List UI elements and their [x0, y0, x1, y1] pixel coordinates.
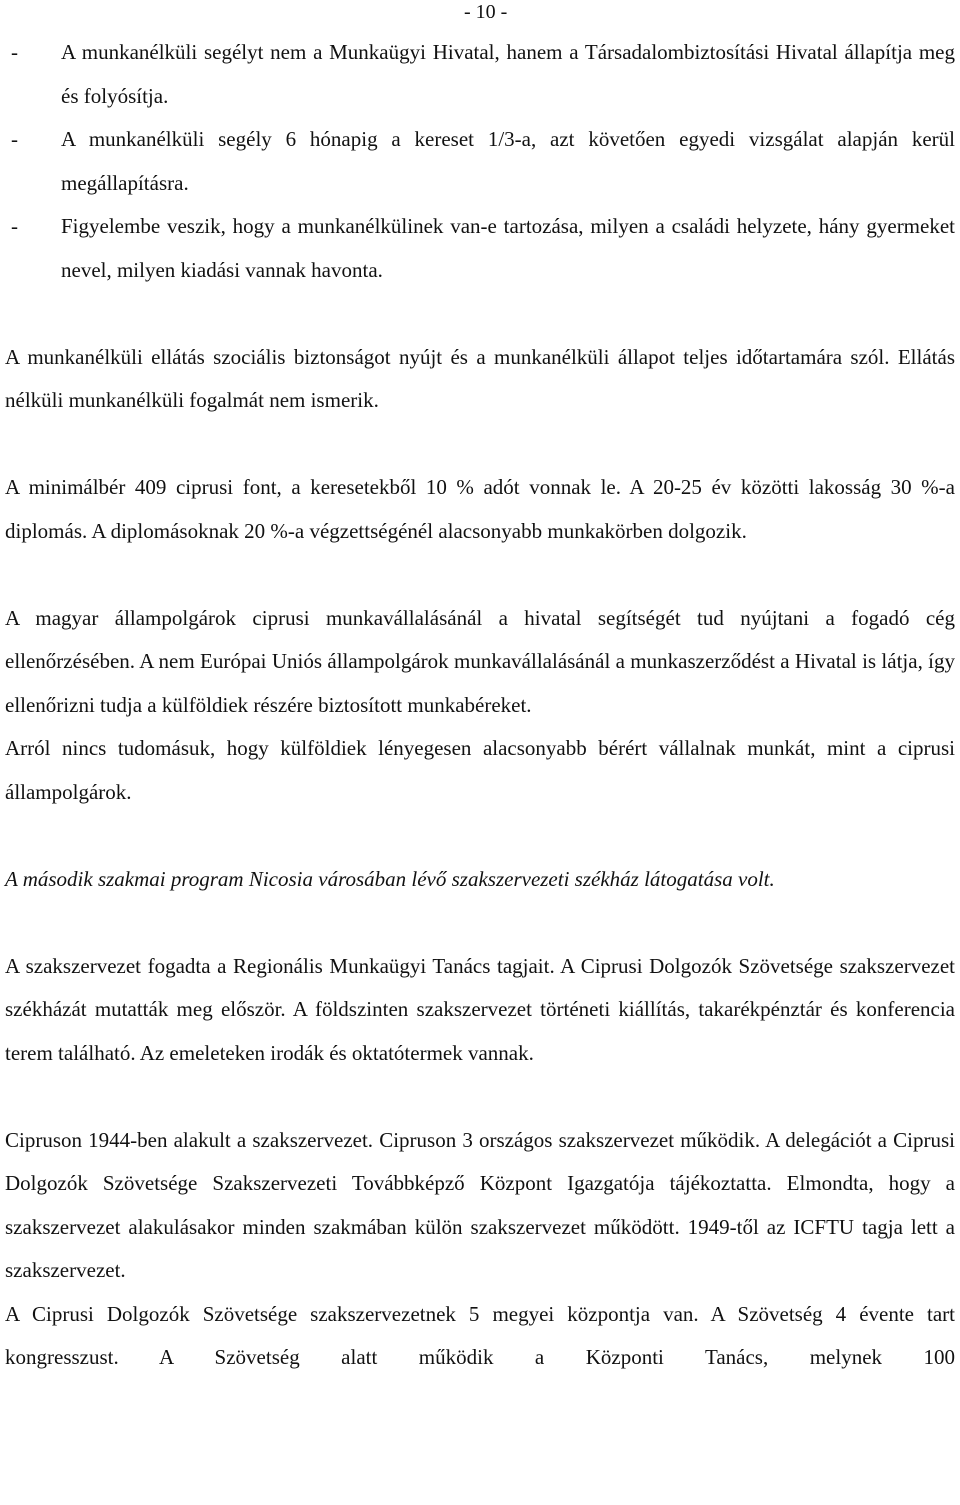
program-heading: A második szakmai program Nicosia városában lévő szakszervezeti székház látogatása volt.	[5, 866, 775, 891]
paragraph-gap	[5, 814, 955, 858]
paragraph-gap	[5, 423, 955, 467]
paragraph-gap	[5, 901, 955, 945]
paragraph: A szakszervezet fogadta a Regionális Munkaügyi Tanács tagjait. A Ciprusi Dolgozók Szövetsége szakszervezet székházát mutatták meg először. A földszinten szakszervezet történeti kiállítás, takarékpénztár és konferencia terem található. Az emeleteken irodák és oktatótermek vannak.	[5, 953, 955, 1065]
bullet-item	[5, 118, 955, 205]
paragraph: A Ciprusi Dolgozók Szövetsége szakszervezetnek 5 megyei központja van. A Szövetség 4 évente tart kongresszust. A Szövetség alatt működik a Központi Tanács, melynek 100	[5, 1301, 955, 1369]
bullet-item	[5, 205, 955, 292]
paragraph: A magyar állampolgárok ciprusi munkavállalásánál a hivatal segítségét tud nyújtani a fogadó cég ellenőrzésében. A nem Európai Uniós állampolgárok munkavállalásánál a munkaszerződést a Hivatal is látja, így ellenőrizni tudja a külföldiek részére biztosított munkabéreket.	[5, 605, 955, 717]
bullet-list	[5, 31, 955, 292]
bullet-text: A munkanélküli segélyt nem a Munkaügyi Hivatal, hanem a Társadalombiztosítási Hivatal állapítja meg és folyósítja.	[61, 40, 955, 108]
bullet-dash: -	[11, 40, 18, 64]
document-body	[5, 31, 955, 1380]
paragraph-gap	[5, 1075, 955, 1119]
paragraph: A minimálbér 409 ciprusi font, a keresetekből 10 % adót vonnak le. A 20-25 év közötti lakosság 30 %-a diplomás. A diplomásoknak 20 %-a végzettségénél alacsonyabb munkakörben dolgozik.	[5, 475, 955, 543]
paragraph: A munkanélküli ellátás szociális biztonságot nyújt és a munkanélküli állapot teljes időtartamára szól. Ellátás nélküli munkanélküli fogalmát nem ismerik.	[5, 344, 955, 412]
paragraph: Arról nincs tudomásuk, hogy külföldiek lényegesen alacsonyabb bérért vállalnak munkát, mint a ciprusi állampolgárok.	[5, 736, 955, 804]
bullet-text: Figyelembe veszik, hogy a munkanélkülinek van-e tartozása, milyen a családi helyzete, hány gyermeket nevel, milyen kiadási vannak havonta.	[61, 214, 955, 282]
paragraph-gap	[5, 553, 955, 597]
paragraph: Cipruson 1944-ben alakult a szakszervezet. Cipruson 3 országos szakszervezet működik. A delegációt a Ciprusi Dolgozók Szövetsége Szakszervezeti Továbbképző Központ Igazgatója tájékoztatta. Elmondta, hogy a szakszervezet alakulásakor minden szakmában külön szakszervezet működött. 1949-től az ICFTU tagja lett a szakszervezet.	[5, 1127, 955, 1282]
bullet-text: A munkanélküli segély 6 hónapig a kereset 1/3-a, azt követően egyedi vizsgálat alapján kerül megállapításra.	[61, 127, 955, 195]
bullet-dash: -	[11, 127, 18, 151]
bullet-item	[5, 31, 955, 118]
page-number: - 10 -	[464, 1, 508, 23]
paragraph-gap	[5, 292, 955, 336]
bullet-dash: -	[11, 214, 18, 238]
